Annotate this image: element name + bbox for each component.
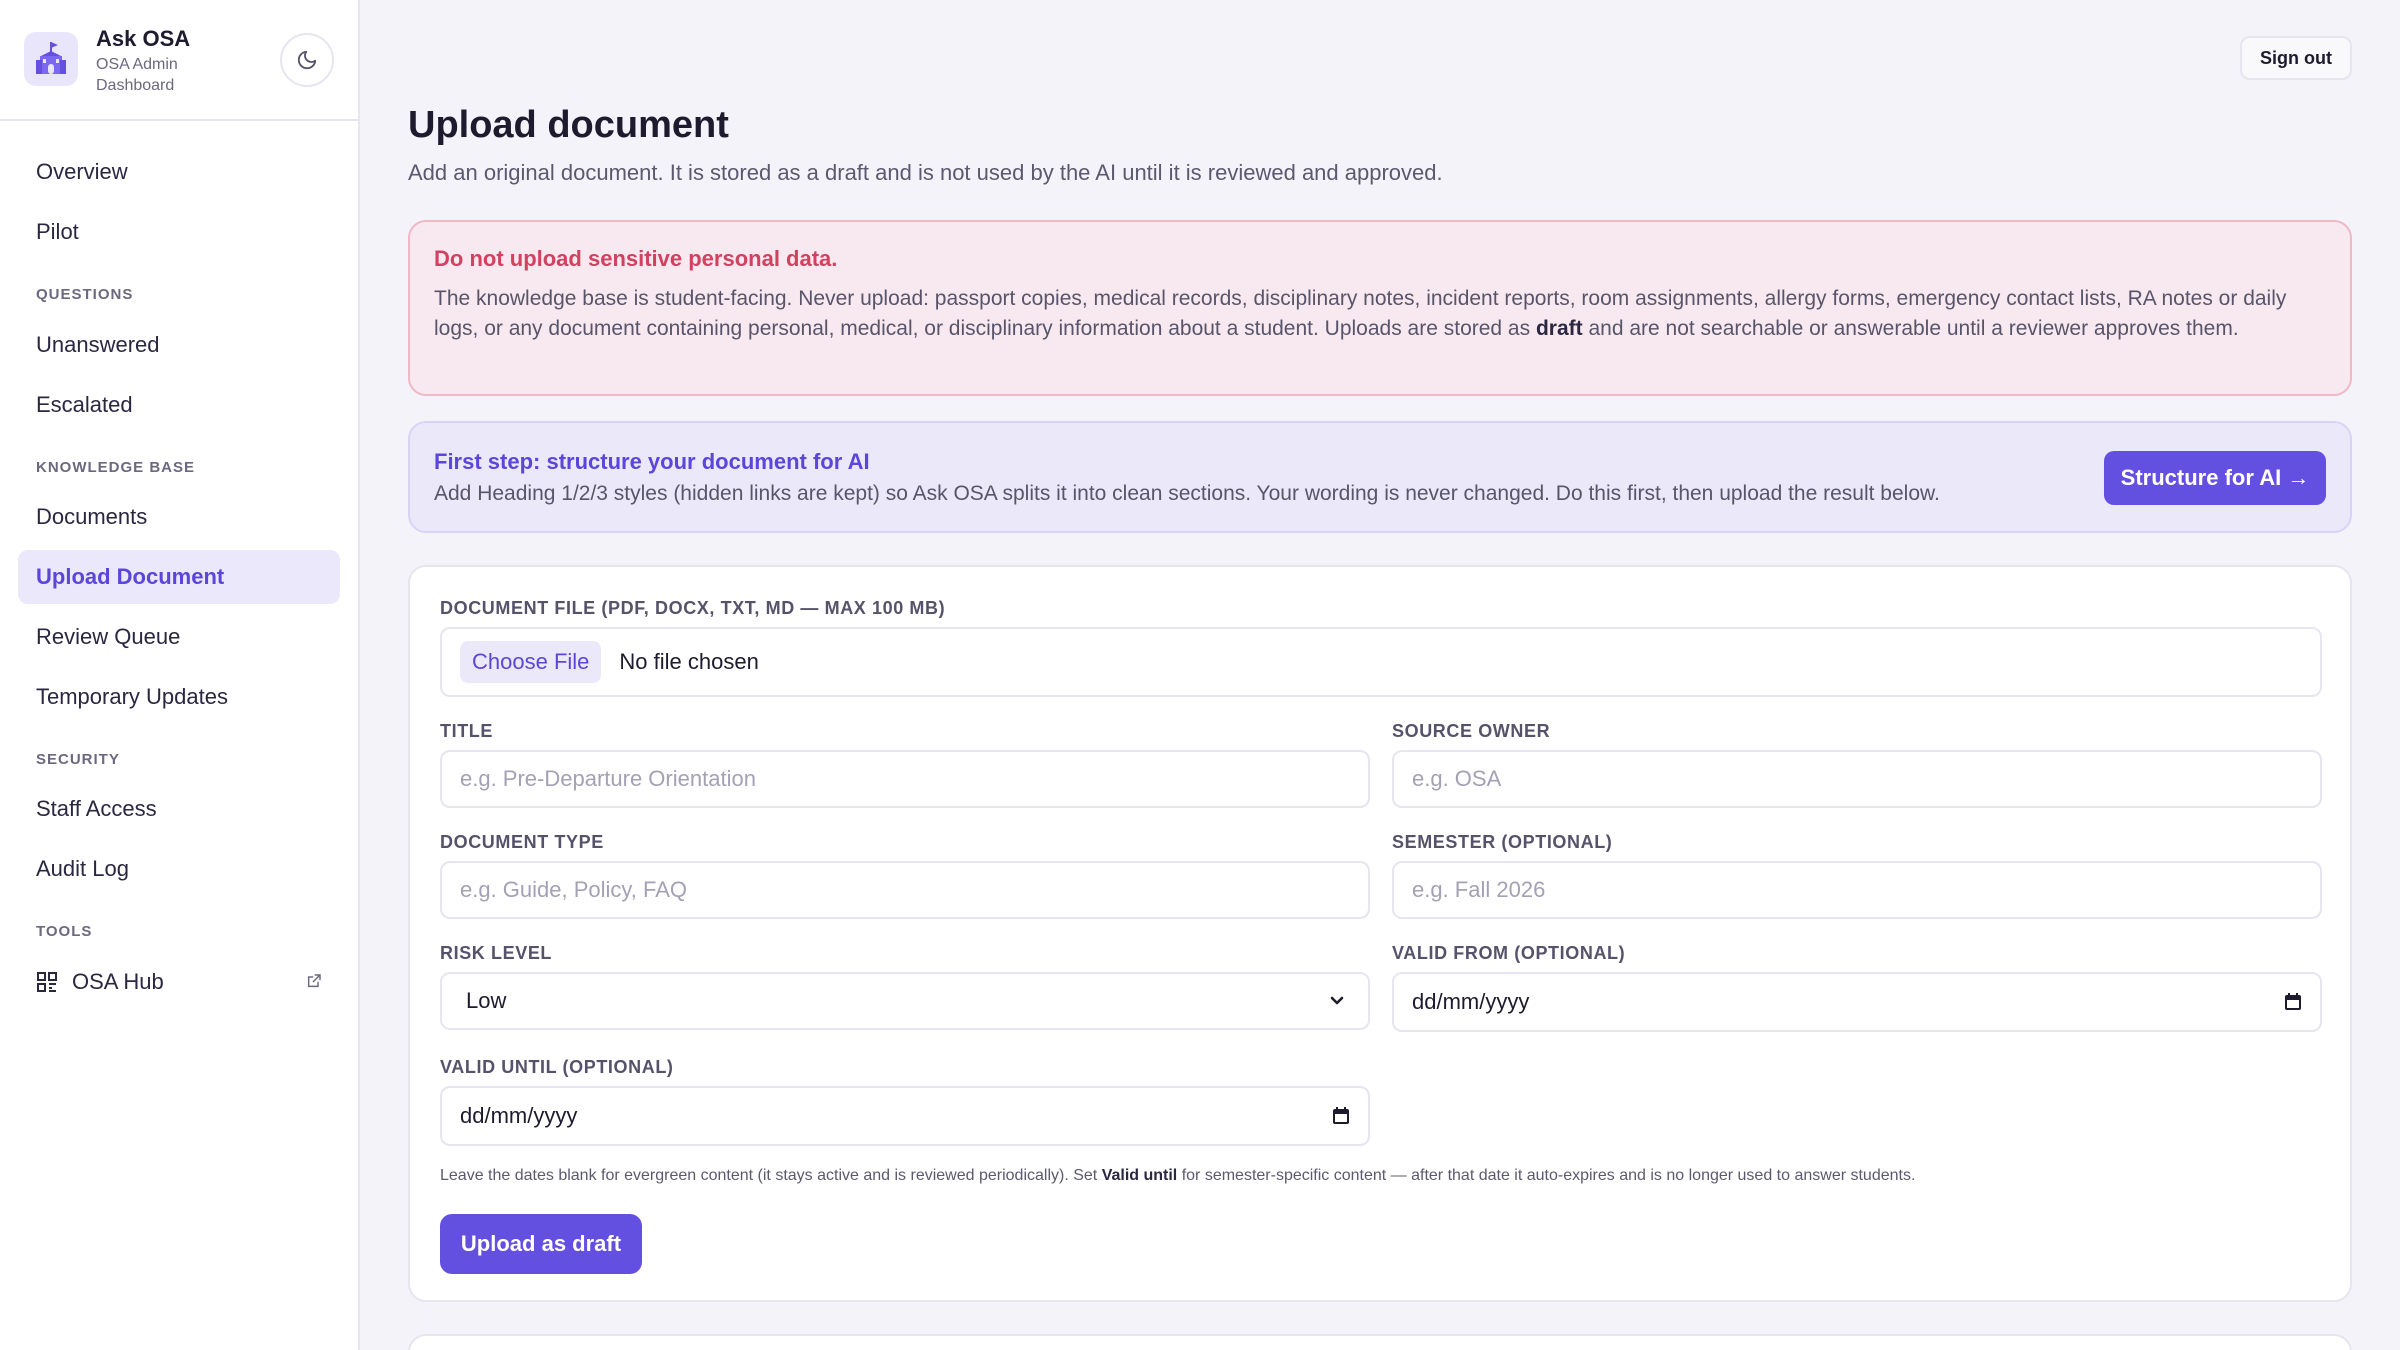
upload-as-draft-button[interactable]: Upload as draft [440,1214,642,1274]
upload-form [408,565,2352,1302]
nav-unanswered[interactable] [18,318,340,372]
nav-label: Audit Log [36,856,129,881]
nav-section-questions: QUESTIONS [36,286,134,303]
help-text-bold: Valid until [1101,1167,1178,1184]
nav-staff-access[interactable] [18,782,340,836]
page-title: Upload document [408,104,729,146]
dates-help-text [440,1167,1915,1185]
nav-label: Overview [36,159,128,184]
choose-file-button[interactable]: Choose File [460,641,601,683]
file-label: DOCUMENT FILE (PDF, DOCX, TXT, MD — MAX 100 MB) [440,598,946,618]
file-input[interactable] [440,627,2322,697]
warning-title: Do not upload sensitive personal data. [434,246,838,271]
nav-section-security: SECURITY [36,751,120,768]
risk-level-select[interactable] [440,972,1370,1030]
nav-audit-log[interactable] [18,842,340,896]
valid-until-value: dd/mm/yyyy [460,1103,578,1128]
document-type-input[interactable] [440,861,1370,919]
valid-from-label: VALID FROM (OPTIONAL) [1392,943,1626,963]
theme-toggle-button[interactable] [280,33,334,87]
source-owner-label: SOURCE OWNER [1392,721,1551,741]
nav-label: Staff Access [36,796,157,821]
nav-label: Pilot [36,219,79,244]
valid-until-input[interactable] [440,1086,1370,1146]
warning-text-part: and are not searchable or answerable until a reviewer approves them. [1582,317,2239,340]
castle-icon [24,32,78,86]
nav-label: OSA Hub [72,969,164,994]
secondary-card [408,1334,2352,1350]
nav-label: Temporary Updates [36,684,228,709]
structure-for-ai-button[interactable]: Structure for AI → [2104,451,2326,505]
nav-label: Upload Document [36,564,225,589]
nav-overview[interactable] [18,145,340,199]
warning-text-bold: draft [1535,317,1583,340]
page-description: Add an original document. It is stored as a draft and is not used by the AI until it is reviewed and approved. [408,160,1443,185]
semester-input[interactable] [1392,861,2322,919]
grid-icon [36,971,58,993]
warning-text-part: The knowledge base is student-facing. Never upload: passport copies, medical records, disciplinary notes, incident reports, room assignments, allergy forms, emergency contact lists, RA notes or daily logs, or any document containing personal, medical, or disciplinary information about a student. Uploads are stored as [434,287,2287,340]
nav-escalated[interactable] [18,378,340,432]
calendar-icon[interactable] [1332,1107,1350,1125]
calendar-icon[interactable] [2284,993,2302,1011]
semester-label: SEMESTER (OPTIONAL) [1392,832,1613,852]
valid-until-label: VALID UNTIL (OPTIONAL) [440,1057,674,1077]
valid-from-input[interactable] [1392,972,2322,1032]
file-status: No file chosen [619,649,759,674]
title-input[interactable] [440,750,1370,808]
nav-upload-document[interactable] [18,550,340,604]
nav-documents[interactable] [18,490,340,544]
structure-info-box [408,421,2352,533]
title-label: TITLE [440,721,493,741]
source-owner-input[interactable] [1392,750,2322,808]
nav-pilot[interactable] [18,205,340,259]
nav-temporary-updates[interactable] [18,670,340,724]
app-subtitle: OSA Admin Dashboard [96,56,178,94]
sensitive-data-warning [408,220,2352,396]
nav-label: Documents [36,504,148,529]
sign-out-button[interactable]: Sign out [2240,36,2352,80]
brand-header [0,0,358,121]
help-text-part: Leave the dates blank for evergreen content (it stays active and is reviewed periodically). Set [440,1167,1102,1184]
nav-osa-hub[interactable] [18,955,340,1009]
sidebar [0,0,360,1350]
structure-title: First step: structure your document for AI [434,449,870,474]
moon-icon [296,49,318,71]
nav-section-tools: TOOLS [36,923,93,940]
nav-label: Unanswered [36,332,160,357]
chevron-down-icon [1330,996,1344,1006]
nav-section-knowledge-base: KNOWLEDGE BASE [36,459,196,476]
valid-from-value: dd/mm/yyyy [1412,989,1530,1014]
structure-text: Add Heading 1/2/3 styles (hidden links are kept) so Ask OSA splits it into clean sections. Your wording is never changed. Do this first, then upload the result below. [434,482,1940,505]
external-link-icon [306,973,322,989]
risk-level-value: Low [466,988,507,1013]
nav-review-queue[interactable] [18,610,340,664]
warning-text [434,284,2326,344]
risk-level-label: RISK LEVEL [440,943,553,963]
document-type-label: DOCUMENT TYPE [440,832,604,852]
app-title: Ask OSA [96,26,191,51]
nav-label: Review Queue [36,624,181,649]
help-text-part: for semester-specific content — after that date it auto-expires and is no longer used to answer students. [1177,1167,1916,1184]
nav-label: Escalated [36,392,133,417]
